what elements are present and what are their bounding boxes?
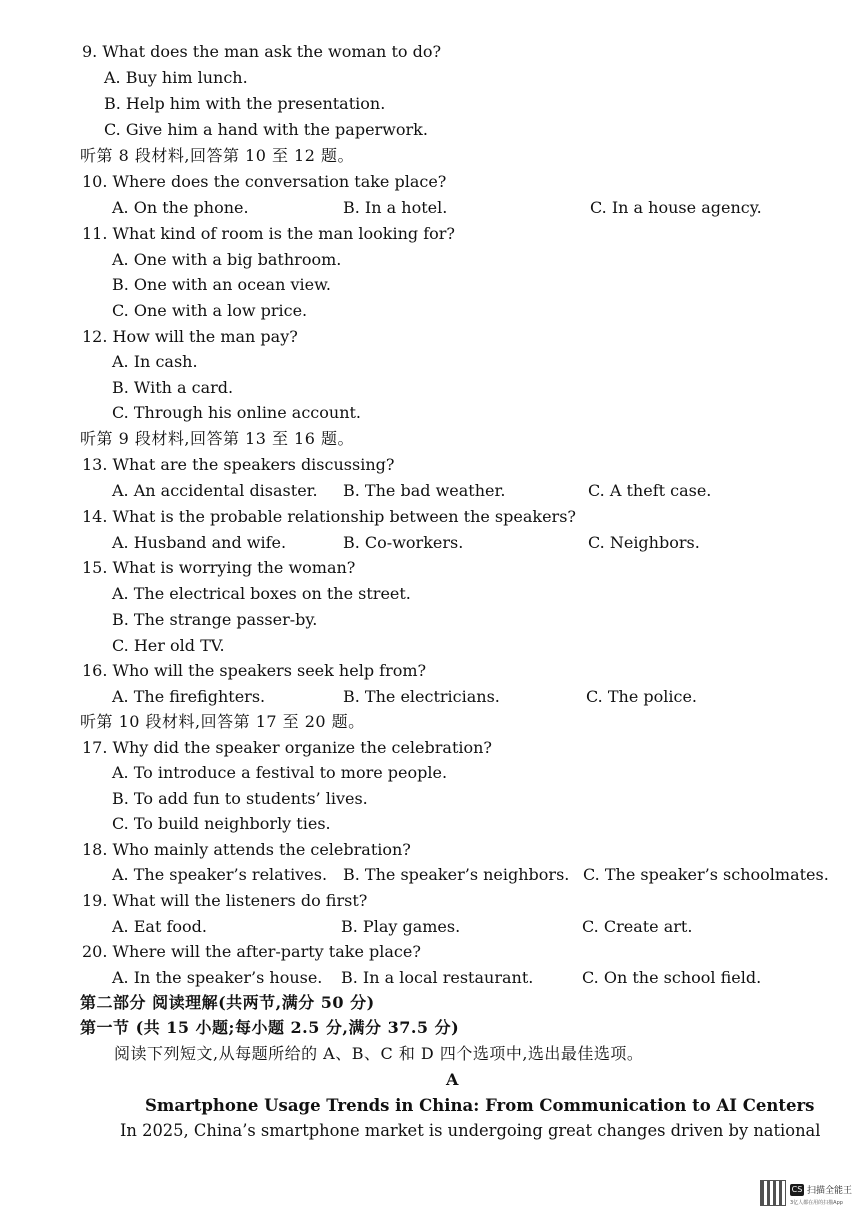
q11-option-c: C. One with a low price.	[112, 301, 308, 320]
q19-stem: 19. What will the listeners do first?	[82, 891, 368, 910]
part-2-section-1-heading: 第一节 (共 15 小题;每小题 2.5 分,满分 37.5 分)	[80, 1018, 460, 1037]
qr-code-icon	[760, 1180, 786, 1206]
q20-option-a: A. In the speaker’s house.	[112, 968, 323, 987]
q20-option-b: B. In a local restaurant.	[341, 968, 534, 987]
q9-stem: 9. What does the man ask the woman to do?	[82, 42, 442, 61]
q15-stem: 15. What is worrying the woman?	[82, 558, 356, 577]
q20-option-c: C. On the school field.	[582, 968, 762, 987]
q18-option-b: B. The speaker’s neighbors.	[343, 865, 570, 884]
passage-letter: A	[446, 1070, 459, 1089]
q11-option-a: A. One with a big bathroom.	[112, 250, 342, 269]
q12-option-c: C. Through his online account.	[112, 403, 362, 422]
q17-option-c: C. To build neighborly ties.	[112, 814, 331, 833]
passage-first-line: In 2025, China’s smartphone market is undergoing great changes driven by national	[120, 1121, 821, 1140]
q13-option-a: A. An accidental disaster.	[112, 481, 318, 500]
scanner-watermark	[760, 1180, 855, 1216]
q10-option-b: B. In a hotel.	[343, 198, 448, 217]
section-10-heading: 听第 10 段材料,回答第 17 至 20 题。	[80, 712, 365, 731]
q12-option-b: B. With a card.	[112, 378, 234, 397]
q19-option-b: B. Play games.	[341, 917, 461, 936]
part-2-heading: 第二部分 阅读理解(共两节,满分 50 分)	[80, 993, 375, 1012]
q17-option-b: B. To add fun to students’ lives.	[112, 789, 368, 808]
q13-stem: 13. What are the speakers discussing?	[82, 455, 395, 474]
q17-option-a: A. To introduce a festival to more people.	[112, 763, 448, 782]
q9-option-c: C. Give him a hand with the paperwork.	[104, 120, 428, 139]
q13-option-c: C. A theft case.	[588, 481, 712, 500]
passage-title: Smartphone Usage Trends in China: From Communication to AI Centers	[145, 1096, 815, 1115]
q9-option-a: A. Buy him lunch.	[104, 68, 248, 87]
q11-option-b: B. One with an ocean view.	[112, 275, 331, 294]
q18-stem: 18. Who mainly attends the celebration?	[82, 840, 411, 859]
q16-option-c: C. The police.	[586, 687, 697, 706]
q16-stem: 16. Who will the speakers seek help from?	[82, 661, 427, 680]
q12-option-a: A. In cash.	[112, 352, 198, 371]
q10-option-c: C. In a house agency.	[590, 198, 762, 217]
q18-option-c: C. The speaker’s schoolmates.	[583, 865, 829, 884]
q20-stem: 20. Where will the after-party take place?	[82, 942, 421, 961]
q15-option-a: A. The electrical boxes on the street.	[112, 584, 411, 603]
q16-option-a: A. The firefighters.	[112, 687, 266, 706]
q14-option-a: A. Husband and wife.	[112, 533, 287, 552]
reading-instruction: 阅读下列短文,从每题所给的 A、B、C 和 D 四个选项中,选出最佳选项。	[114, 1044, 644, 1063]
q18-option-a: A. The speaker’s relatives.	[112, 865, 328, 884]
scanner-logo-text: 扫描全能王	[807, 1186, 853, 1196]
q14-stem: 14. What is the probable relationship between the speakers?	[82, 507, 576, 526]
q15-option-c: C. Her old TV.	[112, 636, 225, 655]
q16-option-b: B. The electricians.	[343, 687, 500, 706]
q19-option-c: C. Create art.	[582, 917, 693, 936]
q17-stem: 17. Why did the speaker organize the celebration?	[82, 738, 493, 757]
q12-stem: 12. How will the man pay?	[82, 327, 298, 346]
q14-option-b: B. Co-workers.	[343, 533, 464, 552]
section-9-heading: 听第 9 段材料,回答第 13 至 16 题。	[80, 429, 355, 448]
q9-option-b: B. Help him with the presentation.	[104, 94, 386, 113]
scanner-logo-badge: CS	[791, 1185, 803, 1194]
q10-option-a: A. On the phone.	[112, 198, 249, 217]
scanner-logo-subtext: 3亿人都在用的扫描App	[790, 1200, 843, 1206]
q11-stem: 11. What kind of room is the man looking for?	[82, 224, 456, 243]
section-8-heading: 听第 8 段材料,回答第 10 至 12 题。	[80, 146, 355, 165]
q13-option-b: B. The bad weather.	[343, 481, 506, 500]
q19-option-a: A. Eat food.	[112, 917, 207, 936]
q10-stem: 10. Where does the conversation take place?	[82, 172, 447, 191]
q14-option-c: C. Neighbors.	[588, 533, 700, 552]
q15-option-b: B. The strange passer-by.	[112, 610, 318, 629]
